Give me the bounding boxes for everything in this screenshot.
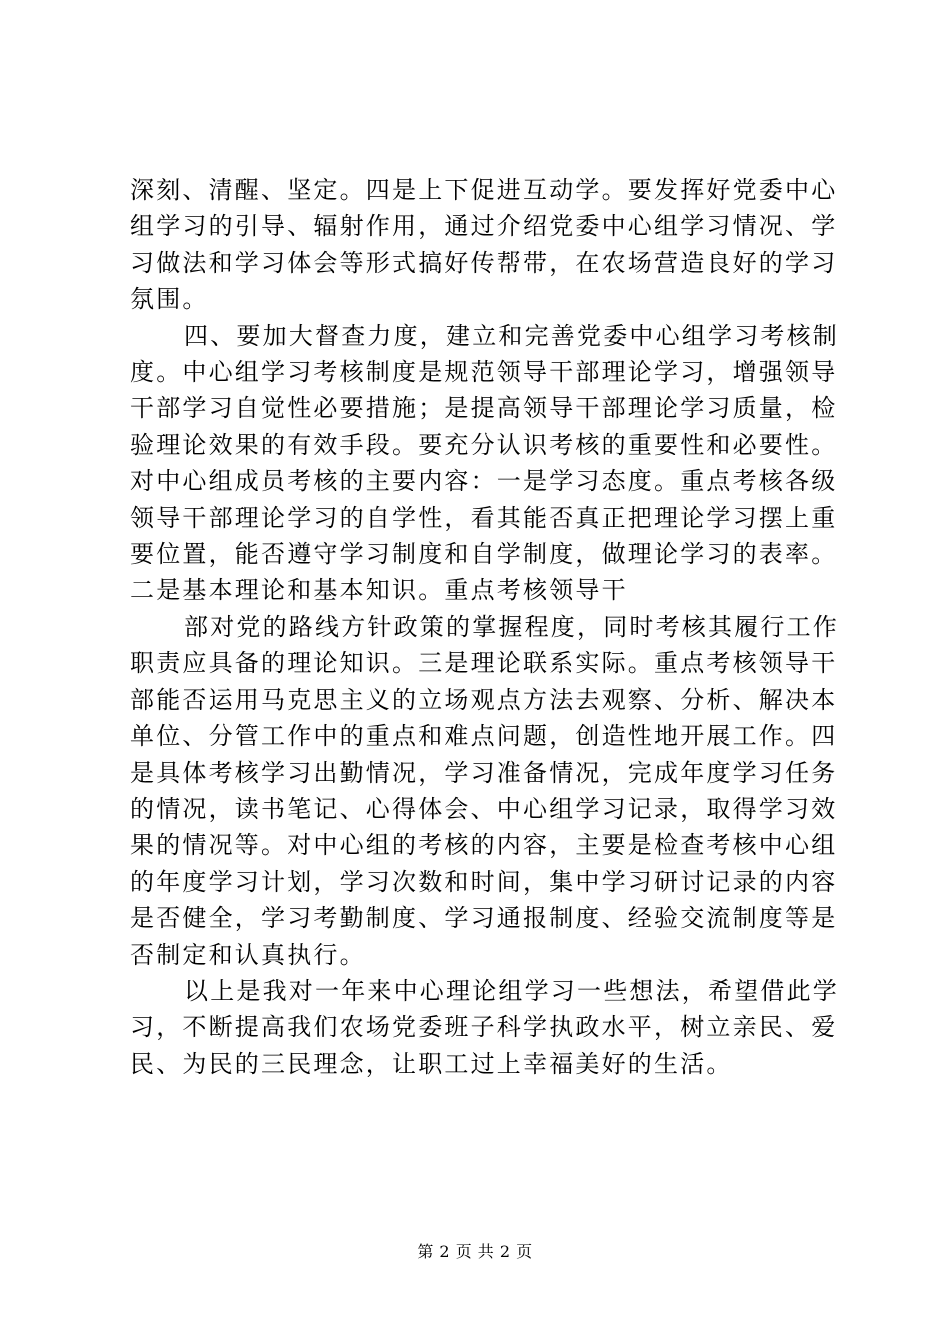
paragraph	[130, 609, 839, 973]
text-line: 习，不断提高我们农场党委班子科学执政水平，树立亲民、爱	[130, 1013, 838, 1042]
text-line: 是具体考核学习出勤情况，学习准备情况，完成年度学习任务	[130, 758, 838, 787]
text-line: 要位置，能否遵守学习制度和自学制度，做理论学习的表率。	[130, 540, 838, 569]
text-line: 是否健全，学习考勤制度、学习通报制度、经验交流制度等是	[130, 904, 838, 933]
paragraph	[130, 973, 839, 1082]
text-line: 的情况，读书笔记、心得体会、中心组学习记录，取得学习效	[130, 794, 838, 823]
text-line: 氛围。	[130, 285, 209, 314]
text-line: 习做法和学习体会等形式搞好传帮带，在农场营造良好的学习	[130, 248, 838, 277]
paragraph	[130, 318, 839, 609]
paragraph	[130, 172, 838, 318]
text-line: 验理论效果的有效手段。要充分认识考核的重要性和必要性。	[130, 430, 838, 459]
text-line: 组学习的引导、辐射作用，通过介绍党委中心组学习情况、学	[130, 212, 838, 241]
text-line: 领导干部理论学习的自学性，看其能否真正把理论学习摆上重	[130, 503, 838, 532]
text-line: 度。中心组学习考核制度是规范领导干部理论学习，增强领导	[130, 358, 838, 387]
text-line: 部对党的路线方针政策的掌握程度，同时考核其履行工作	[184, 612, 839, 641]
text-line: 干部学习自觉性必要措施；是提高领导干部理论学习质量，检	[130, 394, 838, 423]
text-line: 二是基本理论和基本知识。重点考核领导干	[130, 576, 628, 605]
text-line: 四、要加大督查力度，建立和完善党委中心组学习考核制	[184, 321, 839, 350]
text-line: 果的情况等。对中心组的考核的内容，主要是检查考核中心组	[130, 831, 838, 860]
text-line: 单位、分管工作中的重点和难点问题，创造性地开展工作。四	[130, 722, 838, 751]
text-line: 对中心组成员考核的主要内容：一是学习态度。重点考核各级	[130, 467, 838, 496]
text-line: 以上是我对一年来中心理论组学习一些想法，希望借此学	[184, 976, 839, 1005]
text-line: 否制定和认真执行。	[130, 940, 366, 969]
text-line: 的年度学习计划，学习次数和时间，集中学习研讨记录的内容	[130, 867, 838, 896]
page-footer: 第 2 页 共 2 页	[417, 1242, 533, 1261]
text-line: 职责应具备的理论知识。三是理论联系实际。重点考核领导干	[130, 649, 838, 678]
text-line: 民、为民的三民理念，让职工过上幸福美好的生活。	[130, 1049, 733, 1078]
document-body	[130, 172, 839, 1082]
text-line: 部能否运用马克思主义的立场观点方法去观察、分析、解决本	[130, 685, 838, 714]
text-line: 深刻、清醒、坚定。四是上下促进互动学。要发挥好党委中心	[130, 176, 838, 204]
